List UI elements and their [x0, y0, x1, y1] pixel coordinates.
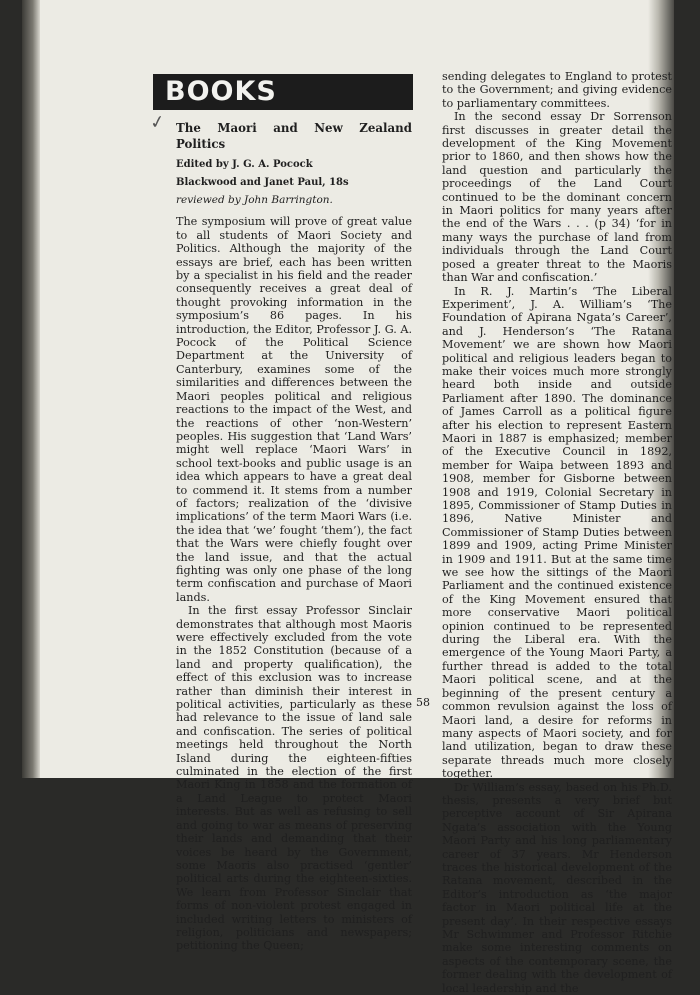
paragraph: In the first essay Professor Sinclair demonstrates that although most Maoris were effectively excluded from the vote in the 1852 Constitution (because of a land and property qualification), the effect of this exclusion was to increase rather than diminish their interest in political activities, particularly as these had relevance to the issue of land sale and confiscation. The series of political meetings held throughout the North Island during the eighteen-fifties culminated in the election of the first Maori King in 1858 and the formation of a Land League to protect Maori interests. But as well as refusing to sell and going to war as means of preserving their lands and demanding that their voices be heard by the Government, some Maoris also practised ‘gentler’ political arts during the eighteen-sixties. We learn from Professor Sinclair that forms of non-violent protest engaged in included writing letters to ministers of religion, politicians and newspapers; petitioning the Queen; [176, 604, 412, 953]
review-editor: Edited by J. G. A. Pocock [176, 159, 313, 170]
section-banner: BOOKS [153, 74, 413, 110]
page-spine-shadow [22, 0, 40, 778]
review-title: The Maori and New Zealand Politics [176, 121, 412, 151]
check-mark-icon: ✓ [148, 110, 167, 135]
paragraph: In the second essay Dr Sorrenson first discusses in greater detail the development of the King Movement prior to 1860, and then shows how the land question and particularly the proceedings of the Land Court continued to be the dominant concern in Maori politics for many years after the end of the Wars . . . (p 34) ‘for in many ways the purchase of land from individuals through the Land Court posed a greater threat to the Maoris than War and confiscation.’ [442, 110, 672, 285]
review-publisher: Blackwood and Janet Paul, 18s [176, 177, 349, 188]
document-page [22, 0, 674, 995]
paragraph: In R. J. Martin’s ‘The Liberal Experiment’, J. A. William’s ‘The Foundation of Apirana Ngata’s Career’, and J. Henderson’s ‘The Ratana Movement’ we are shown how Maori political and religious leaders began to make their voices much more strongly heard both inside and outside Parliament after 1890. The dominance of James Carroll as a political figure after his election to represent Eastern Maori in 1887 is emphasized; member of the Executive Council in 1892, member for Waipa between 1893 and 1908, member for Gisborne between 1908 and 1919, Colonial Secretary in 1895, Commissioner of Stamp Duties in 1896, Native Minister and Commissioner of Stamp Duties between 1899 and 1909, acting Prime Minister in 1909 and 1911. But at the same time we see how the sittings of the Maori Parliament and the continued existence of the King Movement ensured that more conservative Maori political opinion continued to be represented during the Liberal era. With the emergence of the Young Maori Party, a further thread is added to the total Maori political scene, and at the beginning of the present century a common revulsion against the loss of Maori land, a desire for reforms in many aspects of Maori society, and for land utilization, began to draw these separate threads much more closely together. [442, 284, 672, 781]
left-column [176, 120, 412, 953]
review-reviewer: reviewed by John Barrington. [176, 194, 333, 206]
right-column [442, 70, 672, 995]
paragraph: Dr William’s essay, based on his Ph.D. thesis, presents a very brief but perceptive account of Sir Apirana Ngata’s association with the Young Maori Party and his long parliamentary career of 37 years. Mr Henderson traces the historical development of the Ratana movement, described in the Editor’s introduction as ‘the major factor in Maori political life at the present day’. In their respective essays Mr Schwimmer and Professor Ritchie make some interesting comments on aspects of the contemporary scene, the former dealing with the development of local leadership and the [442, 780, 672, 995]
paragraph: sending delegates to England to protest to the Government; and giving evidence to parliamentary committees. [442, 70, 672, 110]
page-number: 58 [416, 696, 430, 709]
paragraph: The symposium will prove of great value to all students of Maori Society and Politics. Although the majority of the essays are brief, each has been written by a specialist in his field and the reader consequently receives a great deal of thought provoking information in the symposium’s 86 pages. In his introduction, the Editor, Professor J. G. A. Pocock of the Political Science Department at the University of Canterbury, examines some of the similarities and differences between the Maori peoples political and religious reactions to the impact of the West, and the reactions of other ‘non-Western’ peoples. His suggestion that ‘Land Wars’ might well replace ‘Maori Wars’ in school text-books and public usage is an idea which appears to have a great deal to commend it. It stems from a number of factors; realization of the ‘divisive implications’ of the term Maori Wars (i.e. the idea that ‘we’ fought ‘them’), the fact that the Wars were chiefly fought over the land issue, and that the actual fighting was only one phase of the long term confiscation and purchase of Maori lands. [176, 215, 412, 604]
